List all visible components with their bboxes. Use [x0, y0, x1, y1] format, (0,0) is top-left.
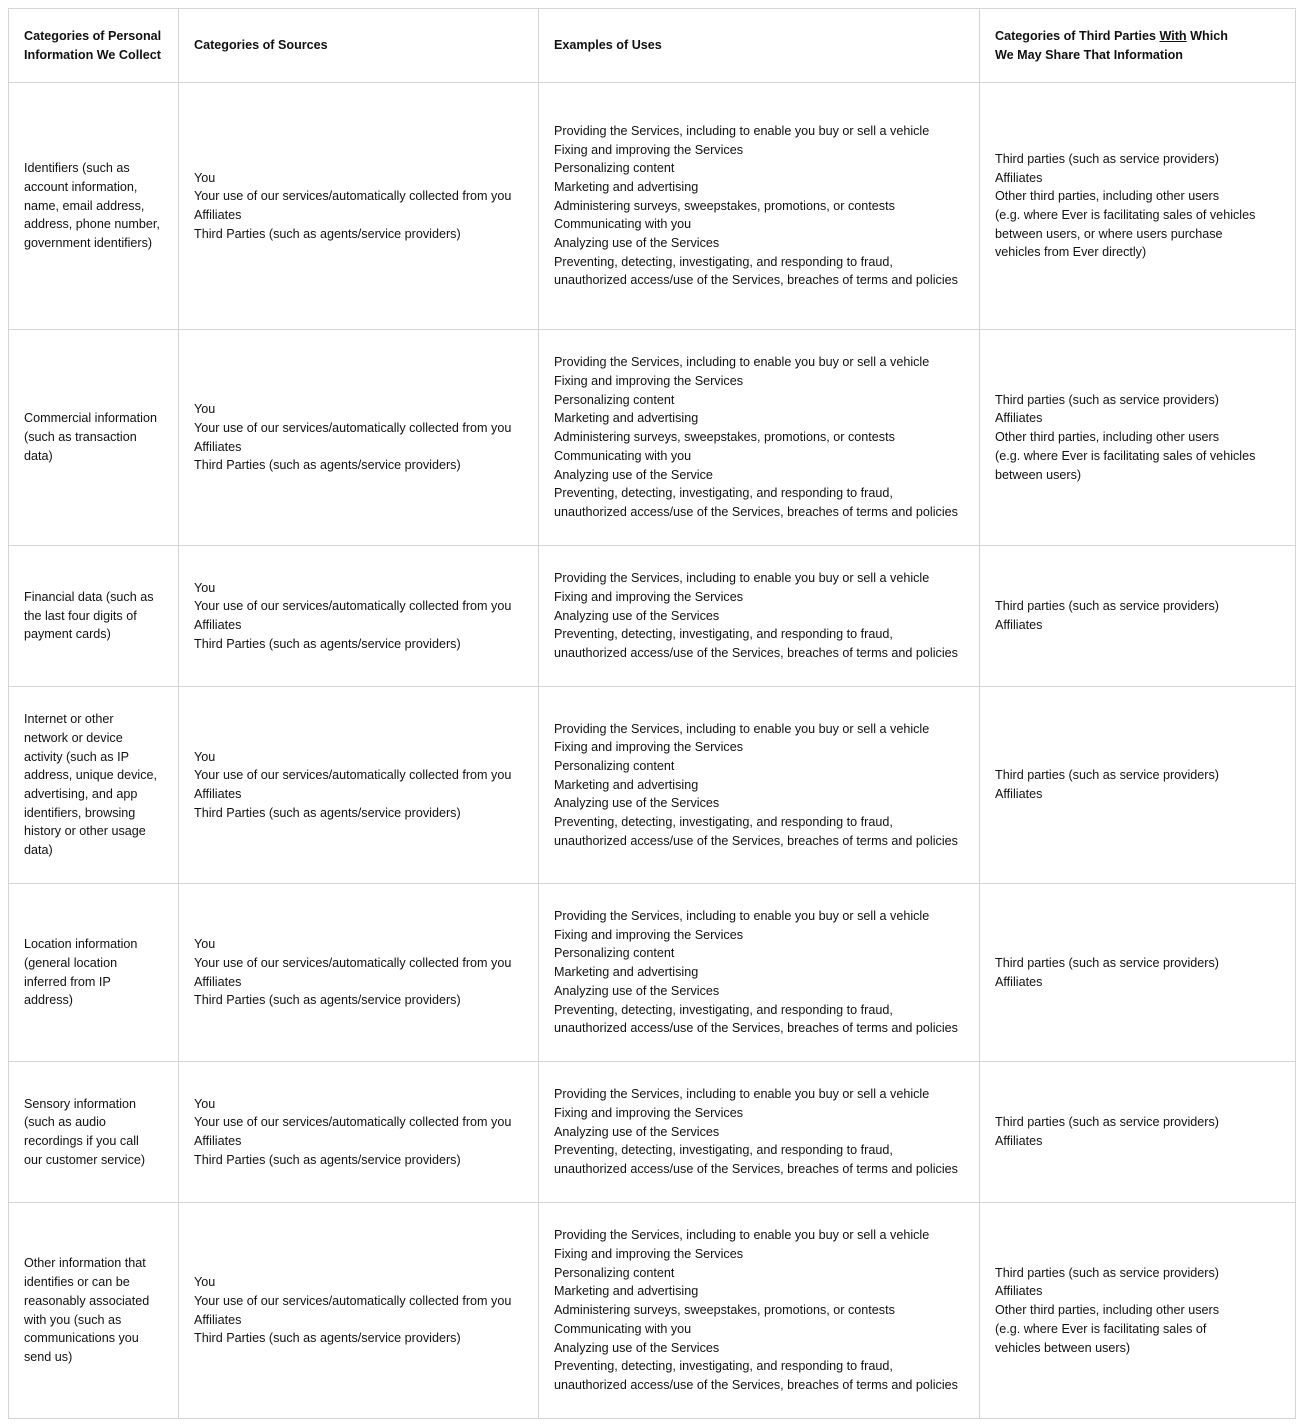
header-row — [9, 9, 1296, 83]
underlined-with: With — [1159, 28, 1187, 43]
cell-third-parties: Third parties (such as service providers) Affiliates — [980, 687, 1296, 884]
cell-sources: You Your use of our services/automatically collected from you Affiliates Third Parties (such as agents/service providers) — [179, 546, 539, 687]
table-row — [9, 330, 1296, 546]
cell-sources: You Your use of our services/automatically collected from you Affiliates Third Parties (such as agents/service providers) — [179, 83, 539, 330]
cell-uses: Providing the Services, including to enable you buy or sell a vehicle Fixing and improving the Services Personalizing content Marketing and advertising Administering surveys, sweepstakes, promotions, or contests Communicating with you Analyzing use of the Service Preventing, detecting, investigating, and responding to fraud, unauthorized access/use of the Services, breaches of terms and policies — [539, 330, 980, 546]
cell-sources: You Your use of our services/automatically collected from you Affiliates Third Parties (such as agents/service providers) — [179, 1062, 539, 1203]
table-row — [9, 687, 1296, 884]
personal-information-table — [8, 8, 1296, 1419]
cell-sources: You Your use of our services/automatically collected from you Affiliates Third Parties (such as agents/service providers) — [179, 330, 539, 546]
cell-category: Financial data (such as the last four digits of payment cards) — [9, 546, 179, 687]
cell-sources: You Your use of our services/automatically collected from you Affiliates Third Parties (such as agents/service providers) — [179, 884, 539, 1062]
header-categories-sources: Categories of Sources — [179, 9, 539, 83]
cell-uses: Providing the Services, including to enable you buy or sell a vehicle Fixing and improving the Services Analyzing use of the Services Preventing, detecting, investigating, and responding to fraud, unauthorized access/use of the Services, breaches of terms and policies — [539, 546, 980, 687]
cell-category: Identifiers (such as account information, name, email address, address, phone number, government identifiers) — [9, 83, 179, 330]
cell-third-parties: Third parties (such as service providers) Affiliates — [980, 546, 1296, 687]
cell-sources: You Your use of our services/automatically collected from you Affiliates Third Parties (such as agents/service providers) — [179, 687, 539, 884]
cell-third-parties: Third parties (such as service providers) Affiliates Other third parties, including other users (e.g. where Ever is facilitating sales of vehicles between users) — [980, 330, 1296, 546]
cell-third-parties: Third parties (such as service providers) Affiliates — [980, 1062, 1296, 1203]
cell-category: Internet or other network or device activity (such as IP address, unique device, advertising, and app identifiers, browsing history or other usage data) — [9, 687, 179, 884]
table-row — [9, 546, 1296, 687]
table-row — [9, 1203, 1296, 1419]
cell-sources: You Your use of our services/automatically collected from you Affiliates Third Parties (such as agents/service providers) — [179, 1203, 539, 1419]
cell-uses: Providing the Services, including to enable you buy or sell a vehicle Fixing and improving the Services Analyzing use of the Services Preventing, detecting, investigating, and responding to fraud, unauthorized access/use of the Services, breaches of terms and policies — [539, 1062, 980, 1203]
header-examples-of-uses: Examples of Uses — [539, 9, 980, 83]
table-row — [9, 83, 1296, 330]
cell-uses: Providing the Services, including to enable you buy or sell a vehicle Fixing and improving the Services Personalizing content Marketing and advertising Administering surveys, sweepstakes, promotions, or contests Communicating with you Analyzing use of the Services Preventing, detecting, investigating, and responding to fraud, unauthorized access/use of the Services, breaches of terms and policies — [539, 83, 980, 330]
cell-category: Sensory information (such as audio recordings if you call our customer service) — [9, 1062, 179, 1203]
table-row — [9, 1062, 1296, 1203]
cell-category: Location information (general location inferred from IP address) — [9, 884, 179, 1062]
cell-uses: Providing the Services, including to enable you buy or sell a vehicle Fixing and improving the Services Personalizing content Marketing and advertising Analyzing use of the Services Preventing, detecting, investigating, and responding to fraud, unauthorized access/use of the Services, breaches of terms and policies — [539, 687, 980, 884]
cell-third-parties: Third parties (such as service providers) Affiliates — [980, 884, 1296, 1062]
cell-uses: Providing the Services, including to enable you buy or sell a vehicle Fixing and improving the Services Personalizing content Marketing and advertising Administering surveys, sweepstakes, promotions, or contests Communicating with you Analyzing use of the Services Preventing, detecting, investigating, and responding to fraud, unauthorized access/use of the Services, breaches of terms and policies — [539, 1203, 980, 1419]
cell-third-parties: Third parties (such as service providers) Affiliates Other third parties, including other users (e.g. where Ever is facilitating sales of vehicles between users) — [980, 1203, 1296, 1419]
cell-uses: Providing the Services, including to enable you buy or sell a vehicle Fixing and improving the Services Personalizing content Marketing and advertising Analyzing use of the Services Preventing, detecting, investigating, and responding to fraud, unauthorized access/use of the Services, breaches of terms and policies — [539, 884, 980, 1062]
cell-category: Other information that identifies or can be reasonably associated with you (such as communications you send us) — [9, 1203, 179, 1419]
table-row — [9, 884, 1296, 1062]
cell-third-parties: Third parties (such as service providers) Affiliates Other third parties, including other users (e.g. where Ever is facilitating sales of vehicles between users, or where users purchase vehicles from Ever directly) — [980, 83, 1296, 330]
header-categories-collected: Categories of Personal Information We Collect — [9, 9, 179, 83]
header-third-parties: Categories of Third Parties With Which We May Share That Information — [980, 9, 1296, 83]
cell-category: Commercial information (such as transaction data) — [9, 330, 179, 546]
